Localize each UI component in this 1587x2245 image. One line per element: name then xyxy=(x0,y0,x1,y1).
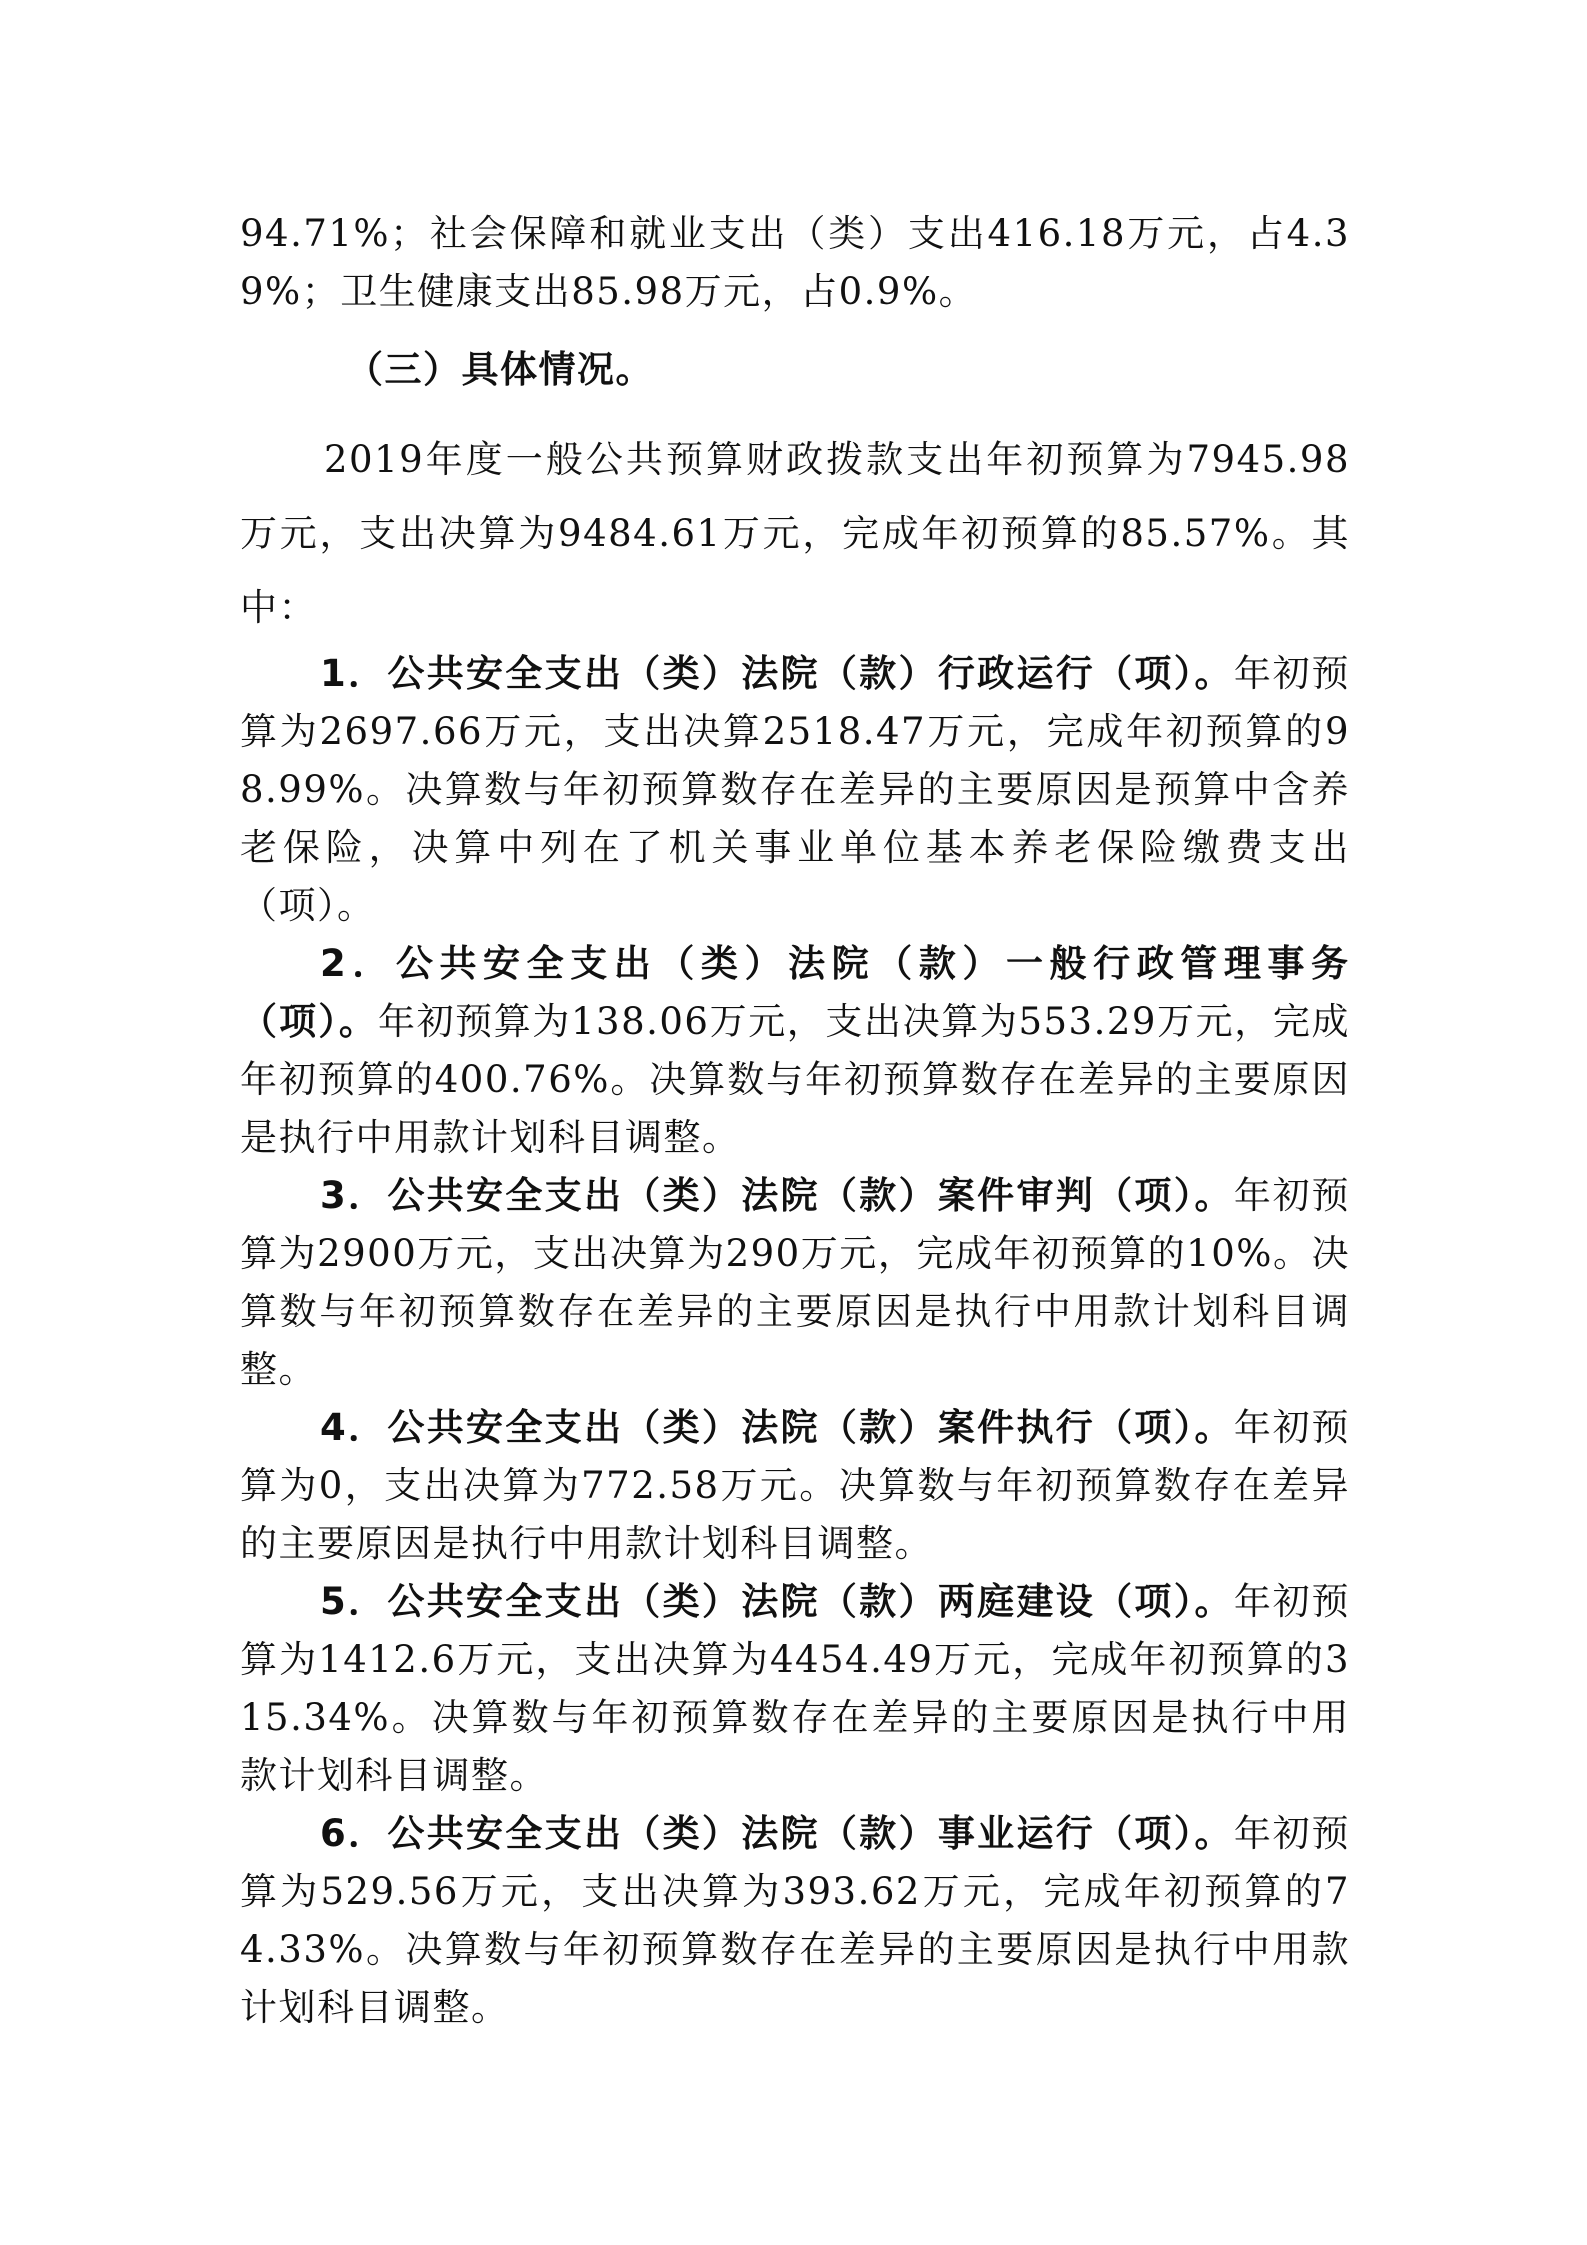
item-body: 年初预算为1412.6万元，支出决算为4454.49万元，完成年初预算的315.34%。决算数与年初预算数存在差异的主要原因是执行中用款计划科目调整。 xyxy=(240,1580,1350,1797)
list-item xyxy=(240,1573,1350,1805)
item-body: 年初预算为2900万元，支出决算为290万元，完成年初预算的10%。决算数与年初预算数存在差异的主要原因是执行中用款计划科目调整。 xyxy=(240,1174,1350,1391)
item-title: 2．公共安全支出（类）法院（款）一般行政管理事务（项）。 xyxy=(240,942,1350,1043)
intro-paragraph: 2019年度一般公共预算财政拨款支出年初预算为7945.98万元，支出决算为9484.61万元，完成年初预算的85.57%。其中： xyxy=(240,438,1350,629)
item-body: 年初预算为138.06万元，支出决算为553.29万元，完成年初预算的400.76%。决算数与年初预算数存在差异的主要原因是执行中用款计划科目调整。 xyxy=(240,1000,1350,1159)
item-title: 4．公共安全支出（类）法院（款）案件执行（项）。 xyxy=(320,1406,1234,1449)
list-item xyxy=(240,935,1350,1167)
item-title: 6．公共安全支出（类）法院（款）事业运行（项）。 xyxy=(320,1812,1234,1855)
list-item xyxy=(240,645,1350,935)
top-paragraph: 94.71%；社会保障和就业支出（类）支出416.18万元，占4.39%；卫生健康支出85.98万元，占0.9%。 xyxy=(240,212,1350,313)
item-body: 年初预算为529.56万元，支出决算为393.62万元，完成年初预算的74.33%。决算数与年初预算数存在差异的主要原因是执行中用款计划科目调整。 xyxy=(240,1812,1350,2029)
item-title: 3．公共安全支出（类）法院（款）案件审判（项）。 xyxy=(320,1174,1234,1217)
list-item xyxy=(240,1167,1350,1399)
item-title: 5．公共安全支出（类）法院（款）两庭建设（项）。 xyxy=(320,1580,1234,1623)
section-heading: （三）具体情况。 xyxy=(346,348,654,391)
item-title: 1．公共安全支出（类）法院（款）行政运行（项）。 xyxy=(320,652,1234,695)
list-item xyxy=(240,1805,1350,2037)
list-item xyxy=(240,1399,1350,1573)
item-body: 年初预算为2697.66万元，支出决算2518.47万元，完成年初预算的98.99%。决算数与年初预算数存在差异的主要原因是预算中含养老保险，决算中列在了机关事业单位基本养老保险缴费支出（项）。 xyxy=(240,652,1350,927)
item-body: 年初预算为0，支出决算为772.58万元。决算数与年初预算数存在差异的主要原因是执行中用款计划科目调整。 xyxy=(240,1406,1350,1565)
document-page xyxy=(240,205,1350,2037)
